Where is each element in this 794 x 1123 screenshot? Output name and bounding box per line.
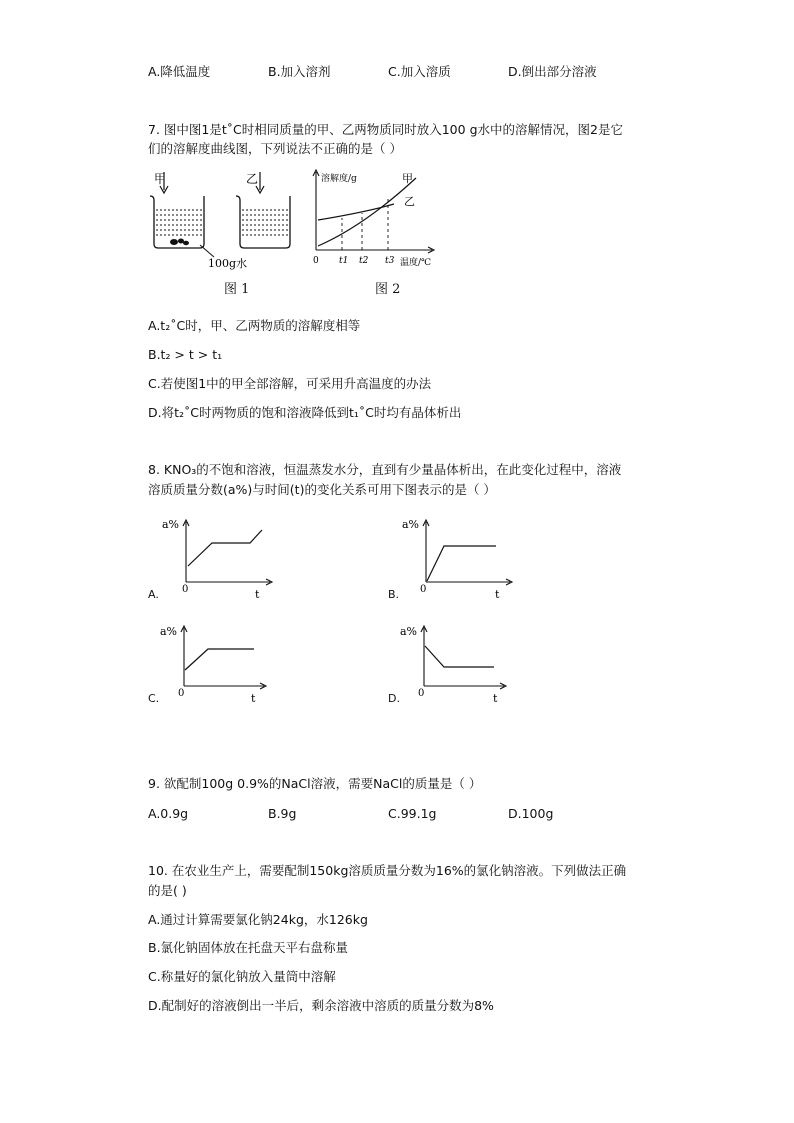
graph-b-origin: 0 — [420, 584, 427, 595]
fig1-label-yi: 乙 — [246, 172, 259, 186]
graph-c-xlabel: t — [251, 692, 256, 705]
q7-figure2 — [306, 166, 446, 274]
q7-stem-line2: 们的溶解度曲线图，下列说法不正确的是（ ） — [148, 141, 402, 156]
fig2-caption: 图 2 — [375, 282, 401, 297]
graph-b-xlabel: t — [495, 588, 500, 601]
q10-option-b: B.氯化钠固体放在托盘天平右盘称量 — [148, 940, 349, 955]
graph-d-origin: 0 — [418, 688, 425, 699]
q7-option-b: B.t₂ > t > t₁ — [148, 347, 223, 362]
fig2-origin: 0 — [313, 256, 319, 266]
q9-option-b: B.9g — [268, 806, 297, 821]
q7-figure1 — [140, 166, 300, 276]
q8-stem-line2: 溶质质量分数(a%)与时间(t)的变化关系可用下图表示的是（ ） — [148, 482, 496, 497]
fig2-ylabel: 溶解度/g — [321, 174, 357, 184]
q9-option-a: A.0.9g — [148, 806, 189, 821]
graph-d-ylabel: a% — [400, 625, 418, 638]
q7-stem-line1: 7. 图中图1是t˚C时相同质量的甲、乙两物质同时放入100 g水中的溶解情况，图2是它 — [148, 122, 623, 137]
q7-option-d: D.将t₂˚C时两物质的饱和溶液降低到t₁˚C时均有晶体析出 — [148, 405, 462, 420]
fig2-xlabel: 温度/℃ — [400, 258, 432, 268]
q10-option-c: C.称量好的氯化钠放入量筒中溶解 — [148, 969, 336, 984]
q6-option-b: B.加入溶剂 — [268, 64, 331, 79]
q8-graph-a — [158, 512, 278, 604]
fig2-tick-t1: t1 — [339, 256, 349, 266]
q8-graph-b — [398, 512, 518, 604]
graph-c-line — [185, 649, 254, 670]
fig2-tick-t2: t2 — [359, 256, 369, 266]
graph-a-origin: 0 — [182, 584, 189, 595]
graph-a-xlabel: t — [255, 588, 260, 601]
fig2-tick-t3: t3 — [385, 256, 395, 266]
fig1-label-jia: 甲 — [154, 172, 167, 186]
q8-graph-d — [398, 618, 518, 708]
graph-d-xlabel: t — [493, 692, 498, 705]
graph-a-line — [188, 530, 262, 566]
q7-option-a: A.t₂˚C时，甲、乙两物质的溶解度相等 — [148, 318, 361, 333]
q8-graph-c — [158, 618, 278, 708]
graph-b-ylabel: a% — [402, 518, 420, 531]
graph-d-line — [425, 646, 494, 667]
q10-option-d: D.配制好的溶液倒出一半后，剩余溶液中溶质的质量分数为8% — [148, 998, 494, 1013]
curve-jia — [318, 178, 416, 246]
q10-stem-line1: 10. 在农业生产上，需要配制150kg溶质质量分数为16%的氯化钠溶液。下列做法正确 — [148, 863, 627, 878]
undissolved-solid — [170, 239, 178, 245]
q6-option-d: D.倒出部分溶液 — [508, 64, 597, 79]
q8-graph-a-letter: A. — [148, 588, 159, 601]
q8-graph-c-letter: C. — [148, 692, 160, 705]
q7-option-c: C.若使图1中的甲全部溶解，可采用升高温度的办法 — [148, 376, 432, 391]
q6-option-a: A.降低温度 — [148, 64, 211, 79]
fig1-caption: 图 1 — [224, 282, 250, 297]
graph-b-line — [427, 546, 496, 581]
q10-stem-line2: 的是( ) — [148, 883, 187, 898]
q6-option-c: C.加入溶质 — [388, 64, 451, 79]
fig1-water-label: 100g水 — [208, 257, 248, 270]
q10-option-a: A.通过计算需要氯化钠24kg，水126kg — [148, 912, 368, 927]
beaker-2 — [236, 196, 290, 248]
graph-c-ylabel: a% — [160, 625, 178, 638]
q9-option-c: C.99.1g — [388, 806, 437, 821]
q8-graph-b-letter: B. — [388, 588, 400, 601]
graph-a-ylabel: a% — [162, 518, 180, 531]
q9-stem: 9. 欲配制100g 0.9%的NaCl溶液，需要NaCl的质量是（ ） — [148, 776, 482, 791]
fig2-curve-jia-label: 甲 — [402, 172, 413, 185]
graph-c-origin: 0 — [178, 688, 185, 699]
fig2-curve-yi-label: 乙 — [404, 195, 415, 208]
q8-stem-line1: 8. KNO₃的不饱和溶液，恒温蒸发水分，直到有少量晶体析出，在此变化过程中，溶液 — [148, 462, 622, 477]
q8-graph-d-letter: D. — [388, 692, 400, 705]
q9-option-d: D.100g — [508, 806, 554, 821]
